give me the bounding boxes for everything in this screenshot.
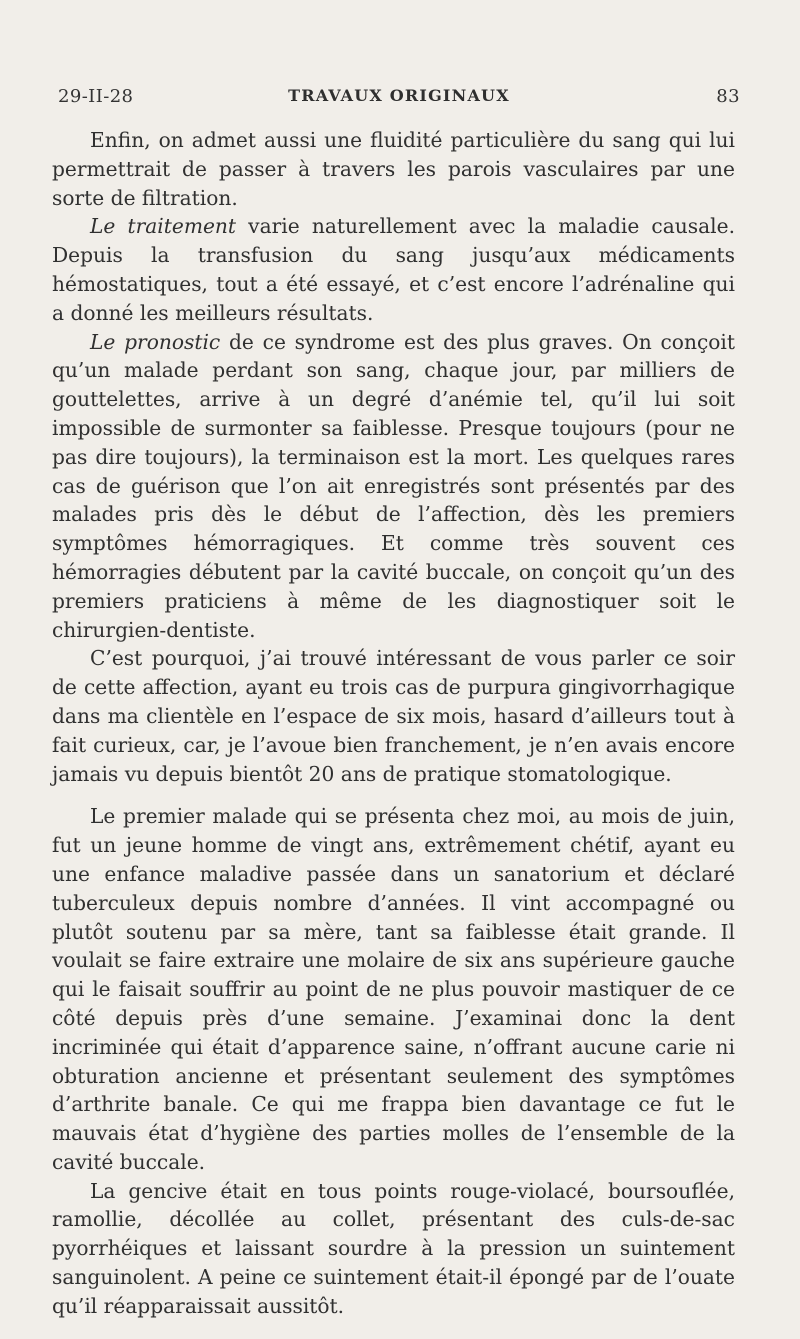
header-title: TRAVAUX ORIGINAUX [288, 86, 510, 105]
article-body [52, 126, 735, 1321]
paragraph-motivation [52, 644, 735, 788]
page-number: 83 [716, 86, 740, 107]
paragraph-text: de ce syndrome est des plus graves. On conçoit qu’un malade perdant son sang, chaque jour, par milliers de gouttelettes, arrive à un degré d’anémie tel, qu’il lui soit impossible de surmonter sa faiblesse. Presque toujours (pour ne pas dire toujours), la terminaison est la mort. Les quelques rares cas de guérison que l’on ait enregistrés sont présentés par des malades pris dès le début de l’affection, dès les premiers symptômes hémorragiques. Et comme très souvent ces hémorragies débutent par la cavité buccale, on conçoit qu’un des premiers praticiens à même de les diagnostiquer soit le chirurgien-dentiste. [52, 329, 735, 642]
paragraph-text: Le premier malade qui se présenta chez moi, au mois de juin, fut un jeune homme de vingt ans, extrêmement chétif, ayant eu une enfance maladive passée dans un sanatorium et déclaré tuberculeux depuis nombre d’années. Il vint accompagné ou plutôt soutenu par sa mère, tant sa faiblesse était grande. Il voulait se faire extraire une molaire de six ans supérieure gauche qui le faisait souffrir au point de ne plus pouvoir mastiquer de ce côté depuis près d’une semaine. J’examinai donc la dent incriminée qui était d’apparence saine, n’offrant aucune carie ni obturation ancienne et présentant seulement des symptômes d’arthrite banale. Ce qui me frappa bien davantage ce fut le mauvais état d’hygiène des parties molles de l’ensemble de la cavité buccale. [52, 804, 735, 1174]
paragraph-lead: Le traitement [90, 214, 237, 239]
running-header [58, 86, 740, 118]
paragraph-gencive [52, 1177, 735, 1321]
paragraph-pronostic [52, 328, 735, 645]
paragraph-text: Enfin, on admet aussi une fluidité particulière du sang qui lui permettrait de passer à travers les parois vasculaires par une sorte de filtration. [52, 128, 735, 210]
paragraph-text: C’est pourquoi, j’ai trouvé intéressant de vous parler ce soir de cette affection, ayant eu trois cas de purpura gingivorrhagique dans ma clientèle en l’espace de six mois, hasard d’ailleurs tout à fait curieux, car, je l’avoue bien franchement, je n’en avais encore jamais vu depuis bientôt 20 ans de pratique stomatologique. [52, 646, 735, 786]
paragraph-text: La gencive était en tous points rouge-violacé, boursouflée, ramollie, décollée au collet, présentant des culs-de-sac pyorrhéiques et laissant sourdre à la pression un suintement sanguinolent. A peine ce suintement était-il épongé par de l’ouate qu’il réapparaissait aussitôt. [52, 1178, 735, 1318]
header-date: 29-II-28 [58, 86, 134, 107]
paragraph-first-case [52, 802, 735, 1176]
paragraph-lead: Le pronostic [90, 329, 221, 354]
paragraph-filtration [52, 126, 735, 212]
paragraph-traitement [52, 212, 735, 327]
paragraph-text: varie naturellement avec la maladie causale. Depuis la transfusion du sang jusqu’aux médicaments hémostatiques, tout a été essayé, et c’est encore l’adrénaline qui a donné les meilleurs résultats. [52, 214, 735, 325]
